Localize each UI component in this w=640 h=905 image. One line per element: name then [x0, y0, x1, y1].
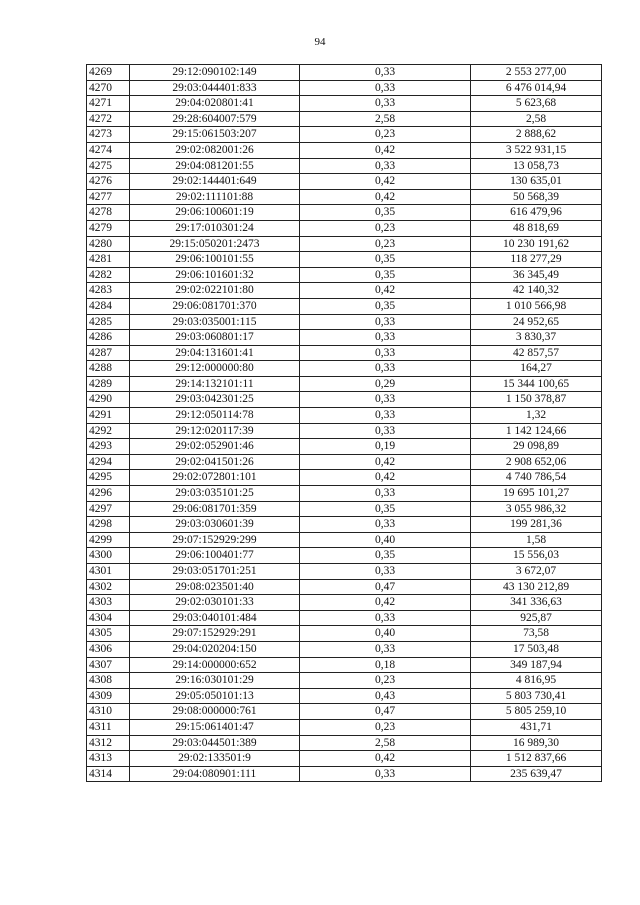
cadastral-number-cell: 29:03:044401:833	[130, 80, 300, 96]
value-cell: 73,58	[471, 626, 602, 642]
cadastral-number-cell: 29:03:035001:115	[130, 314, 300, 330]
value-cell: 36 345,49	[471, 267, 602, 283]
rate-cell: 0,33	[300, 766, 471, 782]
cadastral-number-cell: 29:07:152929:291	[130, 626, 300, 642]
row-number-cell: 4313	[87, 751, 130, 767]
row-number-cell: 4302	[87, 579, 130, 595]
value-cell: 19 695 101,27	[471, 486, 602, 502]
row-number-cell: 4308	[87, 673, 130, 689]
rate-cell: 0,35	[300, 548, 471, 564]
row-number-cell: 4278	[87, 205, 130, 221]
row-number-cell: 4309	[87, 688, 130, 704]
cadastral-number-cell: 29:03:051701:251	[130, 564, 300, 580]
cadastral-number-cell: 29:03:060801:17	[130, 330, 300, 346]
row-number-cell: 4301	[87, 564, 130, 580]
value-cell: 1,58	[471, 532, 602, 548]
table-row	[87, 330, 602, 346]
rate-cell: 0,47	[300, 579, 471, 595]
cadastral-number-cell: 29:17:010301:24	[130, 220, 300, 236]
row-number-cell: 4310	[87, 704, 130, 720]
rate-cell: 0,33	[300, 564, 471, 580]
value-cell: 2,58	[471, 111, 602, 127]
cadastral-number-cell: 29:06:101601:32	[130, 267, 300, 283]
value-cell: 130 635,01	[471, 174, 602, 190]
page-number: 94	[314, 36, 326, 48]
rate-cell: 0,33	[300, 641, 471, 657]
rate-cell: 0,40	[300, 626, 471, 642]
rate-cell: 0,33	[300, 610, 471, 626]
cadastral-number-cell: 29:06:081701:359	[130, 501, 300, 517]
value-cell: 15 344 100,65	[471, 376, 602, 392]
cadastral-number-cell: 29:02:111101:88	[130, 189, 300, 205]
value-cell: 3 055 986,32	[471, 501, 602, 517]
rate-cell: 0,18	[300, 657, 471, 673]
cadastral-number-cell: 29:02:041501:26	[130, 454, 300, 470]
row-number-cell: 4281	[87, 252, 130, 268]
rate-cell: 0,23	[300, 127, 471, 143]
rate-cell: 0,33	[300, 96, 471, 112]
value-cell: 15 556,03	[471, 548, 602, 564]
value-cell: 349 187,94	[471, 657, 602, 673]
cadastral-number-cell: 29:12:050114:78	[130, 408, 300, 424]
rate-cell: 2,58	[300, 735, 471, 751]
rate-cell: 0,43	[300, 688, 471, 704]
rate-cell: 0,35	[300, 298, 471, 314]
table-row	[87, 751, 602, 767]
cadastral-number-cell: 29:02:133501:9	[130, 751, 300, 767]
table-row	[87, 361, 602, 377]
row-number-cell: 4307	[87, 657, 130, 673]
cadastral-number-cell: 29:02:082001:26	[130, 142, 300, 158]
table-row	[87, 548, 602, 564]
rate-cell: 0,33	[300, 486, 471, 502]
table-row	[87, 314, 602, 330]
rate-cell: 0,29	[300, 376, 471, 392]
rate-cell: 0,42	[300, 189, 471, 205]
row-number-cell: 4298	[87, 517, 130, 533]
cadastral-number-cell: 29:02:072801:101	[130, 470, 300, 486]
row-number-cell: 4287	[87, 345, 130, 361]
row-number-cell: 4282	[87, 267, 130, 283]
value-cell: 3 672,07	[471, 564, 602, 580]
cadastral-number-cell: 29:15:050201:2473	[130, 236, 300, 252]
table-row	[87, 532, 602, 548]
cadastral-number-cell: 29:05:050101:13	[130, 688, 300, 704]
row-number-cell: 4271	[87, 96, 130, 112]
row-number-cell: 4283	[87, 283, 130, 299]
table-row	[87, 595, 602, 611]
row-number-cell: 4303	[87, 595, 130, 611]
cadastral-number-cell: 29:04:080901:111	[130, 766, 300, 782]
value-cell: 42 140,32	[471, 283, 602, 299]
table-row	[87, 298, 602, 314]
rate-cell: 0,23	[300, 719, 471, 735]
rate-cell: 0,40	[300, 532, 471, 548]
rate-cell: 0,19	[300, 439, 471, 455]
rate-cell: 0,35	[300, 252, 471, 268]
rate-cell: 0,42	[300, 142, 471, 158]
row-number-cell: 4312	[87, 735, 130, 751]
value-cell: 341 336,63	[471, 595, 602, 611]
cadastral-number-cell: 29:04:020204:150	[130, 641, 300, 657]
value-cell: 4 816,95	[471, 673, 602, 689]
cadastral-number-cell: 29:14:000000:652	[130, 657, 300, 673]
table-row	[87, 564, 602, 580]
cadastral-number-cell: 29:03:035101:25	[130, 486, 300, 502]
value-cell: 2 908 652,06	[471, 454, 602, 470]
table-row	[87, 704, 602, 720]
value-cell: 3 830,37	[471, 330, 602, 346]
cadastral-number-cell: 29:16:030101:29	[130, 673, 300, 689]
cadastral-number-cell: 29:06:100401:77	[130, 548, 300, 564]
value-cell: 616 479,96	[471, 205, 602, 221]
rate-cell: 0,33	[300, 80, 471, 96]
table-row	[87, 735, 602, 751]
table-row	[87, 641, 602, 657]
table-row	[87, 376, 602, 392]
value-cell: 3 522 931,15	[471, 142, 602, 158]
rate-cell: 0,42	[300, 470, 471, 486]
table-row	[87, 283, 602, 299]
cadastral-number-cell: 29:14:132101:11	[130, 376, 300, 392]
value-cell: 925,87	[471, 610, 602, 626]
row-number-cell: 4304	[87, 610, 130, 626]
rate-cell: 0,42	[300, 454, 471, 470]
rate-cell: 0,35	[300, 501, 471, 517]
table-row	[87, 111, 602, 127]
rate-cell: 0,35	[300, 205, 471, 221]
rate-cell: 0,33	[300, 314, 471, 330]
value-cell: 4 740 786,54	[471, 470, 602, 486]
row-number-cell: 4299	[87, 532, 130, 548]
cadastral-number-cell: 29:07:152929:299	[130, 532, 300, 548]
rate-cell: 0,33	[300, 392, 471, 408]
value-cell: 10 230 191,62	[471, 236, 602, 252]
value-cell: 5 623,68	[471, 96, 602, 112]
cadastral-number-cell: 29:15:061401:47	[130, 719, 300, 735]
cadastral-number-cell: 29:12:090102:149	[130, 65, 300, 81]
value-cell: 1 512 837,66	[471, 751, 602, 767]
table-row	[87, 236, 602, 252]
cadastral-number-cell: 29:02:052901:46	[130, 439, 300, 455]
table-row	[87, 189, 602, 205]
table-row	[87, 205, 602, 221]
rate-cell: 0,33	[300, 330, 471, 346]
data-table	[86, 64, 602, 782]
value-cell: 24 952,65	[471, 314, 602, 330]
value-cell: 13 058,73	[471, 158, 602, 174]
rate-cell: 0,33	[300, 361, 471, 377]
row-number-cell: 4280	[87, 236, 130, 252]
value-cell: 43 130 212,89	[471, 579, 602, 595]
row-number-cell: 4305	[87, 626, 130, 642]
value-cell: 1 150 378,87	[471, 392, 602, 408]
cadastral-number-cell: 29:06:100601:19	[130, 205, 300, 221]
row-number-cell: 4294	[87, 454, 130, 470]
table-row	[87, 439, 602, 455]
rate-cell: 0,23	[300, 236, 471, 252]
value-cell: 199 281,36	[471, 517, 602, 533]
table-row	[87, 673, 602, 689]
row-number-cell: 4289	[87, 376, 130, 392]
rate-cell: 0,33	[300, 158, 471, 174]
cadastral-number-cell: 29:02:030101:33	[130, 595, 300, 611]
table-row	[87, 423, 602, 439]
row-number-cell: 4292	[87, 423, 130, 439]
row-number-cell: 4291	[87, 408, 130, 424]
rate-cell: 0,33	[300, 408, 471, 424]
rate-cell: 0,42	[300, 174, 471, 190]
row-number-cell: 4311	[87, 719, 130, 735]
table-body	[87, 65, 602, 782]
row-number-cell: 4269	[87, 65, 130, 81]
cadastral-number-cell: 29:15:061503:207	[130, 127, 300, 143]
rate-cell: 0,35	[300, 267, 471, 283]
rate-cell: 0,23	[300, 220, 471, 236]
table-row	[87, 454, 602, 470]
value-cell: 42 857,57	[471, 345, 602, 361]
table-row	[87, 267, 602, 283]
table-row	[87, 470, 602, 486]
row-number-cell: 4286	[87, 330, 130, 346]
value-cell: 48 818,69	[471, 220, 602, 236]
value-cell: 431,71	[471, 719, 602, 735]
value-cell: 2 553 277,00	[471, 65, 602, 81]
table-row	[87, 158, 602, 174]
table-row	[87, 345, 602, 361]
table-row	[87, 96, 602, 112]
row-number-cell: 4279	[87, 220, 130, 236]
row-number-cell: 4314	[87, 766, 130, 782]
cadastral-number-cell: 29:02:144401:649	[130, 174, 300, 190]
row-number-cell: 4306	[87, 641, 130, 657]
table-row	[87, 392, 602, 408]
table-row	[87, 142, 602, 158]
cadastral-number-cell: 29:12:020117:39	[130, 423, 300, 439]
value-cell: 1 010 566,98	[471, 298, 602, 314]
table-row	[87, 501, 602, 517]
row-number-cell: 4270	[87, 80, 130, 96]
cadastral-number-cell: 29:03:040101:484	[130, 610, 300, 626]
cadastral-number-cell: 29:03:030601:39	[130, 517, 300, 533]
rate-cell: 0,33	[300, 517, 471, 533]
rate-cell: 0,42	[300, 595, 471, 611]
value-cell: 5 803 730,41	[471, 688, 602, 704]
table-row	[87, 719, 602, 735]
value-cell: 1 142 124,66	[471, 423, 602, 439]
value-cell: 164,27	[471, 361, 602, 377]
row-number-cell: 4288	[87, 361, 130, 377]
cadastral-number-cell: 29:08:023501:40	[130, 579, 300, 595]
cadastral-number-cell: 29:12:000000:80	[130, 361, 300, 377]
table-row	[87, 657, 602, 673]
table-row	[87, 80, 602, 96]
rate-cell: 0,33	[300, 345, 471, 361]
value-cell: 2 888,62	[471, 127, 602, 143]
row-number-cell: 4284	[87, 298, 130, 314]
cadastral-number-cell: 29:06:081701:370	[130, 298, 300, 314]
rate-cell: 0,33	[300, 65, 471, 81]
row-number-cell: 4290	[87, 392, 130, 408]
row-number-cell: 4297	[87, 501, 130, 517]
row-number-cell: 4275	[87, 158, 130, 174]
cadastral-number-cell: 29:28:604007:579	[130, 111, 300, 127]
table-row	[87, 65, 602, 81]
cadastral-number-cell: 29:03:042301:25	[130, 392, 300, 408]
table-row	[87, 174, 602, 190]
value-cell: 1,32	[471, 408, 602, 424]
rate-cell: 0,47	[300, 704, 471, 720]
row-number-cell: 4293	[87, 439, 130, 455]
row-number-cell: 4285	[87, 314, 130, 330]
rate-cell: 2,58	[300, 111, 471, 127]
rate-cell: 0,42	[300, 283, 471, 299]
value-cell: 235 639,47	[471, 766, 602, 782]
cadastral-number-cell: 29:02:022101:80	[130, 283, 300, 299]
cadastral-number-cell: 29:06:100101:55	[130, 252, 300, 268]
table-row	[87, 252, 602, 268]
table-row	[87, 127, 602, 143]
row-number-cell: 4276	[87, 174, 130, 190]
row-number-cell: 4296	[87, 486, 130, 502]
rate-cell: 0,33	[300, 423, 471, 439]
value-cell: 5 805 259,10	[471, 704, 602, 720]
table-row	[87, 579, 602, 595]
cadastral-number-cell: 29:04:020801:41	[130, 96, 300, 112]
table-row	[87, 766, 602, 782]
value-cell: 118 277,29	[471, 252, 602, 268]
table-row	[87, 610, 602, 626]
value-cell: 17 503,48	[471, 641, 602, 657]
table-row	[87, 626, 602, 642]
row-number-cell: 4273	[87, 127, 130, 143]
row-number-cell: 4277	[87, 189, 130, 205]
table-row	[87, 486, 602, 502]
cadastral-number-cell: 29:04:081201:55	[130, 158, 300, 174]
table-row	[87, 688, 602, 704]
table-row	[87, 408, 602, 424]
row-number-cell: 4272	[87, 111, 130, 127]
table-row	[87, 220, 602, 236]
cadastral-number-cell: 29:04:131601:41	[130, 345, 300, 361]
value-cell: 16 989,30	[471, 735, 602, 751]
value-cell: 50 568,39	[471, 189, 602, 205]
row-number-cell: 4295	[87, 470, 130, 486]
row-number-cell: 4300	[87, 548, 130, 564]
rate-cell: 0,23	[300, 673, 471, 689]
row-number-cell: 4274	[87, 142, 130, 158]
value-cell: 29 098,89	[471, 439, 602, 455]
cadastral-number-cell: 29:08:000000:761	[130, 704, 300, 720]
value-cell: 6 476 014,94	[471, 80, 602, 96]
rate-cell: 0,42	[300, 751, 471, 767]
table-row	[87, 517, 602, 533]
cadastral-number-cell: 29:03:044501:389	[130, 735, 300, 751]
